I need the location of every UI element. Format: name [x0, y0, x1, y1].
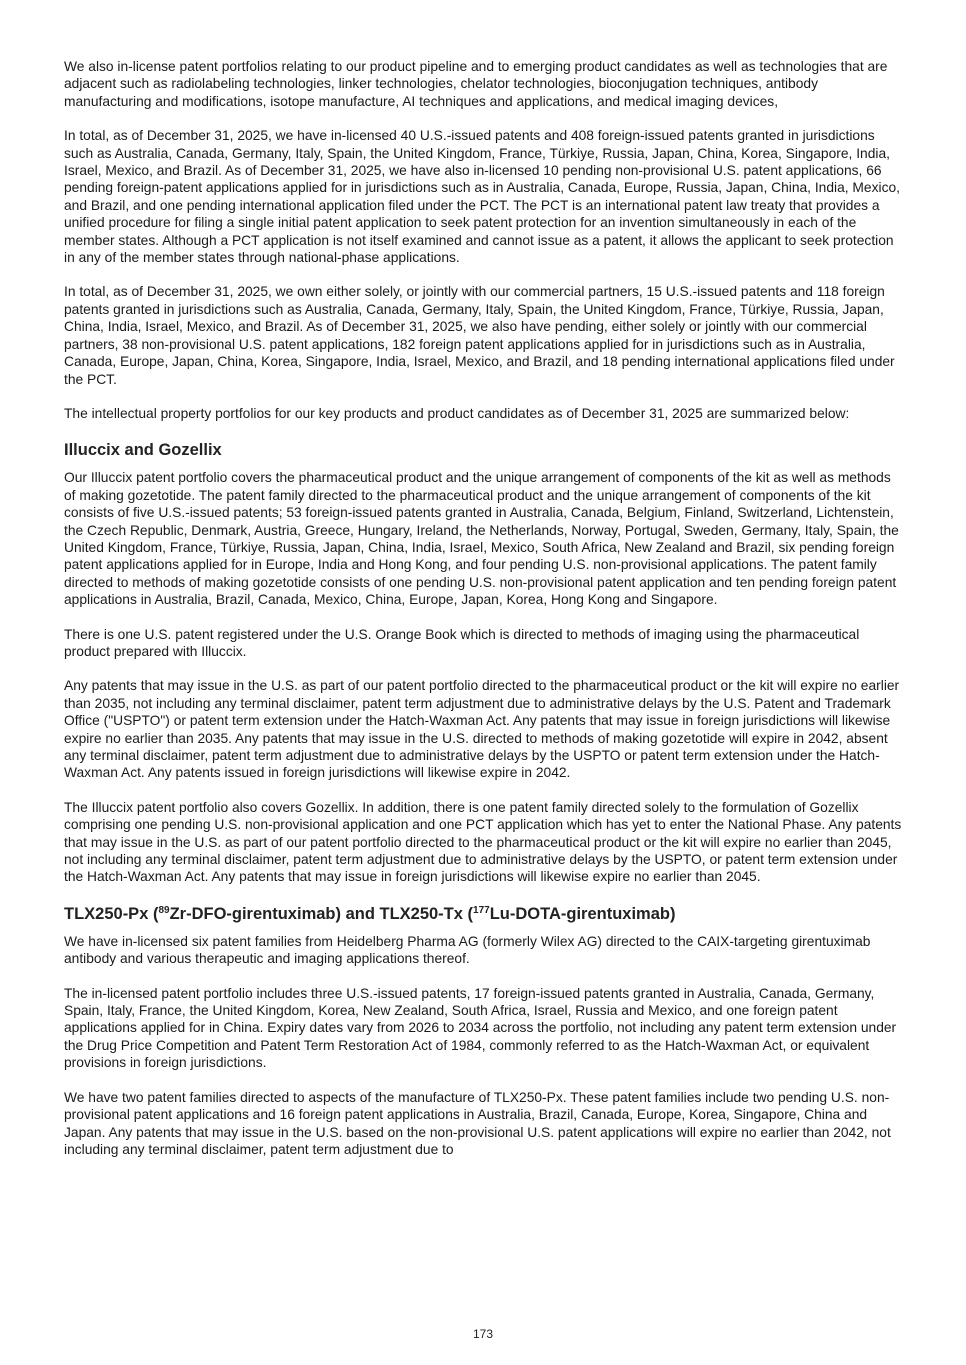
paragraph-illuccix-expiry: Any patents that may issue in the U.S. as part of our patent portfolio directed to the pharmaceutical product or the kit will expire no earlier than 2035, not including any terminal disclaimer, patent term adjustment due to administrative delays by the U.S. Patent and Trademark Office ("USPTO") or patent term extension under the Hatch-Waxman Act. Any patents that may issue in foreign jurisdictions will likewise expire no earlier than 2035. Any patents that may issue in the U.S. directed to methods of making gozetotide will expire in 2042, absent any terminal disclaimer, patent term adjustment due to administrative delays by the USPTO or patent term extension under the Hatch-Waxman Act. Any patents issued in foreign jurisdictions will likewise expire in 2042. — [64, 678, 900, 781]
paragraph-illuccix-portfolio: Our Illuccix patent portfolio covers the pharmaceutical product and the unique arrangement of components of the kit as well as methods of making gozetotide. The patent family directed to the pharmaceutical product and the unique arrangement of components of the kit consists of five U.S.-issued patents; 53 foreign-issued patents granted in Australia, Canada, Belgium, Finland, Switzerland, Lichtenstein, the Czech Republic, Denmark, Austria, Greece, Hungary, Ireland, the Netherlands, Norway, Portugal, Sweden, Germany, Italy, Spain, the United Kingdom, France, Türkiye, Russia, Japan, China, India, Israel, Mexico, South Africa, New Zealand and Brazil, six pending foreign patent applications applied for in Europe, India and Hong Kong, and four pending U.S. non-provisional applications. The patent family directed to methods of making gozetotide consists of one pending U.S. non-provisional patent application and ten pending foreign patent applications in Australia, Brazil, Canada, Mexico, China, Europe, Japan, Korea, Hong Kong and Singapore. — [64, 470, 899, 608]
paragraph-heidelberg-license: We have in-licensed six patent families from Heidelberg Pharma AG (formerly Wilex AG) directed to the CAIX-targeting girentuximab antibody and various therapeutic and imaging applications thereof. — [64, 933, 871, 967]
document-page — [64, 58, 904, 1175]
heading-tlx250-part-b: Zr-DFO-girentuximab) and TLX250-Tx ( — [169, 904, 474, 923]
paragraph-girentuximab-portfolio: The in-licensed patent portfolio includes three U.S.-issued patents, 17 foreign-issued patents granted in Australia, Canada, Germany, Spain, Italy, France, the United Kingdom, Korea, New Zealand, South Africa, Israel, Russia and Mexico, and one foreign patent applications applied for in China. Expiry dates vary from 2026 to 2034 across the portfolio, not including any patent term extension under the Drug Price Competition and Patent Term Restoration Act of 1984, commonly referred to as the Hatch-Waxman Act, or equivalent provisions in foreign jurisdictions. — [64, 985, 897, 1071]
paragraph-in-license-portfolios: We also in-license patent portfolios relating to our product pipeline and to emerging product candidates as well as technologies that are adjacent such as radiolabeling technologies, linker technologies, chelator technologies, bioconjugation techniques, antibody manufacturing and modifications, isotope manufacture, AI techniques and applications, and medical imaging devices, — [64, 59, 888, 109]
paragraph-orange-book: There is one U.S. patent registered under the U.S. Orange Book which is directed to methods of imaging using the pharmaceutical product prepared with Illuccix. — [64, 626, 860, 659]
heading-tlx250-sup-177: 177 — [473, 904, 490, 916]
heading-illuccix-gozellix: Illuccix and Gozellix — [64, 441, 222, 460]
heading-tlx250-part-c: Lu-DOTA-girentuximab) — [489, 904, 676, 923]
heading-tlx250-part-a: TLX250-Px ( — [64, 904, 159, 923]
paragraph-gozellix: The Illuccix patent portfolio also covers Gozellix. In addition, there is one patent family directed solely to the formulation of Gozellix comprising one pending U.S. non-provisional application and one PCT application which has yet to enter the National Phase. Any patents that may issue in the U.S. as part of our patent portfolio directed to the pharmaceutical product or the kit will expire no earlier than 2045, not including any terminal disclaimer, patent term adjustment due to administrative delays by the USPTO, or patent term extension under the Hatch-Waxman Act. Any patents that may issue in foreign jurisdictions will likewise expire no earlier than 2045. — [64, 799, 902, 885]
page-number: 173 — [472, 1327, 494, 1341]
heading-tlx250-sup-89: 89 — [158, 904, 170, 916]
paragraph-tlx250-manufacture: We have two patent families directed to aspects of the manufacture of TLX250-Px. These patent families include two pending U.S. non-provisional patent applications and 16 foreign patent applications in Australia, Brazil, Canada, Europe, Korea, Singapore, China and Japan. Any patents that may issue in the U.S. based on the non-provisional U.S. patent applications will expire no earlier than 2042, not including any terminal disclaimer, patent term adjustment due to — [64, 1089, 891, 1157]
paragraph-summary-intro: The intellectual property portfolios for our key products and product candidates as of December 31, 2025 are summarized below: — [64, 405, 850, 421]
heading-tlx250 — [64, 903, 904, 925]
paragraph-owned-totals: In total, as of December 31, 2025, we own either solely, or jointly with our commercial partners, 15 U.S.-issued patents and 118 foreign patents granted in jurisdictions such as Australia, Canada, Germany, Italy, Spain, the United Kingdom, France, Türkiye, Russia, Japan, China, India, Israel, Mexico, and Brazil. As of December 31, 2025, we also have pending, either solely or jointly with our commercial partners, 38 non-provisional U.S. patent applications, 182 foreign patent applications applied for in jurisdictions such as in Australia, Canada, Europe, Japan, China, Korea, Singapore, India, Israel, Mexico, and Brazil, and 18 pending international applications filed under the PCT. — [64, 284, 895, 387]
paragraph-in-licensed-totals: In total, as of December 31, 2025, we have in-licensed 40 U.S.-issued patents and 408 foreign-issued patents granted in jurisdictions such as Australia, Canada, Germany, Italy, Spain, the United Kingdom, France, Türkiye, Russia, Japan, China, Korea, Singapore, India, Israel, Mexico, and Brazil. As of December 31, 2025, we have also in-licensed 10 pending non-provisional U.S. patent applications, 66 pending foreign-patent applications applied for in jurisdictions such as in Australia, Canada, Europe, Russia, Japan, China, India, Mexico, and Brazil, and one pending international application filed under the PCT. The PCT is an international patent law treaty that provides a unified procedure for filing a single initial patent application to seek patent protection for an invention simultaneously in each of the member states. Although a PCT application is not itself examined and cannot issue as a patent, it allows the applicant to seek protection in any of the member states through national-phase applications. — [64, 128, 900, 266]
